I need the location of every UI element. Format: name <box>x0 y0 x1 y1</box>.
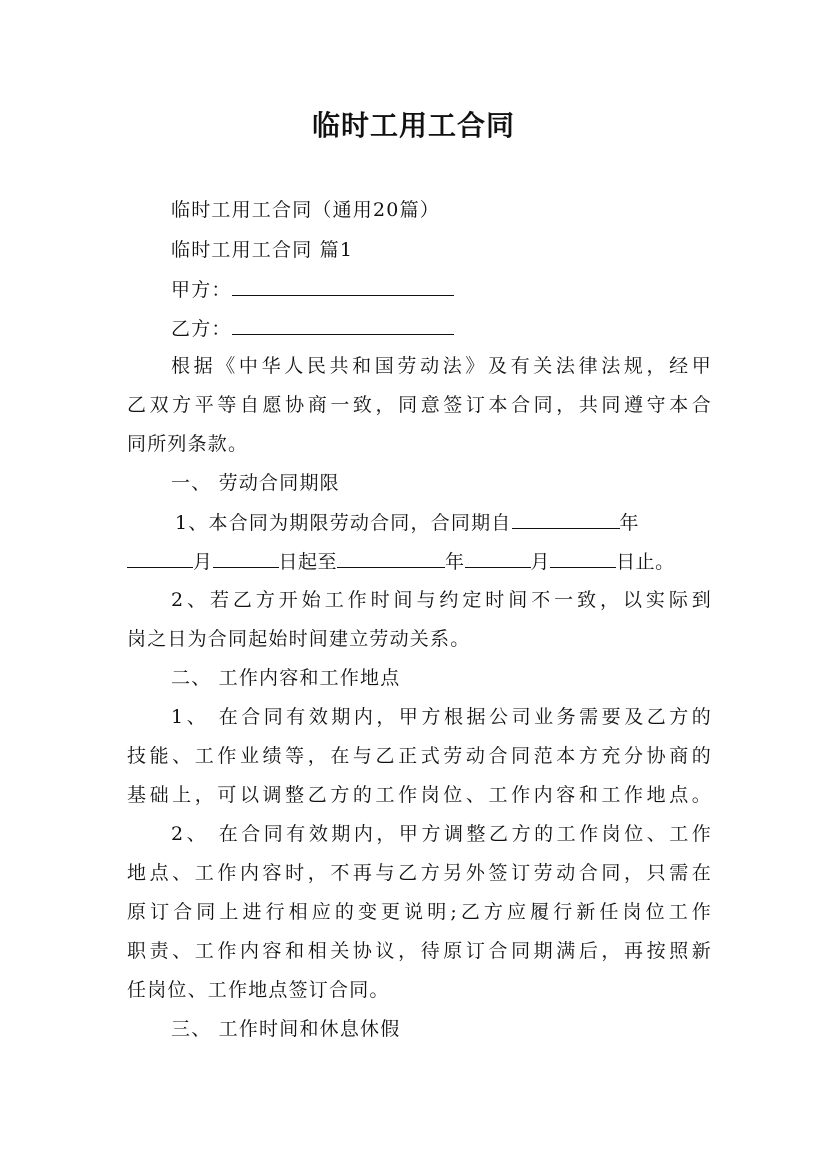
day-from-label: 日起至 <box>278 551 338 573</box>
start-year-blank[interactable] <box>512 508 620 529</box>
document-title: 临时工用工合同 <box>311 109 515 142</box>
party-a-label: 甲方： <box>171 279 232 301</box>
section-3-heading: 三、 工作时间和休息休假 <box>171 1018 401 1040</box>
year-label: 年 <box>619 512 640 534</box>
end-year-blank[interactable] <box>337 547 445 568</box>
s2-clause1-line3: 基础上，可以调整乙方的工作岗位、工作内容和工作地点。 <box>127 784 712 806</box>
party-b-blank[interactable] <box>232 314 454 335</box>
party-a-line <box>171 275 454 304</box>
intro-line-1: 根据《中华人民共和国劳动法》及有关法律法规，经甲 <box>171 355 712 377</box>
month-label: 月 <box>193 551 213 573</box>
end-day-blank[interactable] <box>550 547 616 568</box>
party-b-line <box>171 314 454 343</box>
party-b-label: 乙方： <box>171 318 232 340</box>
start-month-blank[interactable] <box>127 547 193 568</box>
s2-clause2-line4: 职责、工作内容和相关协议，待原订合同期满后，再按照新 <box>127 940 712 962</box>
s2-clause2-line5: 任岗位、工作地点签订合同。 <box>127 979 390 1001</box>
intro-line-2: 乙双方平等自愿协商一致，同意签订本合同，共同遵守本合 <box>127 394 712 416</box>
end-month-label: 月 <box>530 551 551 573</box>
intro-line-3: 同所列条款。 <box>127 433 249 455</box>
s2-clause2-line3: 原订合同上进行相应的变更说明;乙方应履行新任岗位工作 <box>127 901 712 923</box>
piece-heading: 临时工用工合同 篇1 <box>171 239 354 261</box>
start-day-blank[interactable] <box>213 547 279 568</box>
s2-clause1-line1: 1、 在合同有效期内，甲方根据公司业务需要及乙方的 <box>171 706 712 728</box>
s1-clause2-line2: 岗之日为合同起始时间建立劳动关系。 <box>127 628 471 650</box>
day-to-label: 日止。 <box>616 551 675 573</box>
s2-clause2-line2: 地点、工作内容时，不再与乙方另外签订劳动合同，只需在 <box>127 862 712 884</box>
s2-clause1-line2: 技能、工作业绩等，在与乙正式劳动合同范本方充分协商的 <box>127 745 712 767</box>
s1-clause1-line2 <box>127 547 675 576</box>
section-1-heading: 一、 劳动合同期限 <box>171 472 340 494</box>
s1-clause1-text: 1、本合同为期限劳动合同，合同期自 <box>175 512 512 534</box>
end-month-blank[interactable] <box>465 547 531 568</box>
section-2-heading: 二、 工作内容和工作地点 <box>171 667 401 689</box>
subtitle: 临时工用工合同（通用20篇） <box>171 199 440 221</box>
end-year-label: 年 <box>445 551 465 573</box>
s1-clause2-line1: 2、若乙方开始工作时间与约定时间不一致，以实际到 <box>171 589 712 611</box>
s2-clause2-line1: 2、 在合同有效期内，甲方调整乙方的工作岗位、工作 <box>171 823 712 845</box>
party-a-blank[interactable] <box>232 275 454 296</box>
s1-clause1-line1 <box>175 508 640 537</box>
